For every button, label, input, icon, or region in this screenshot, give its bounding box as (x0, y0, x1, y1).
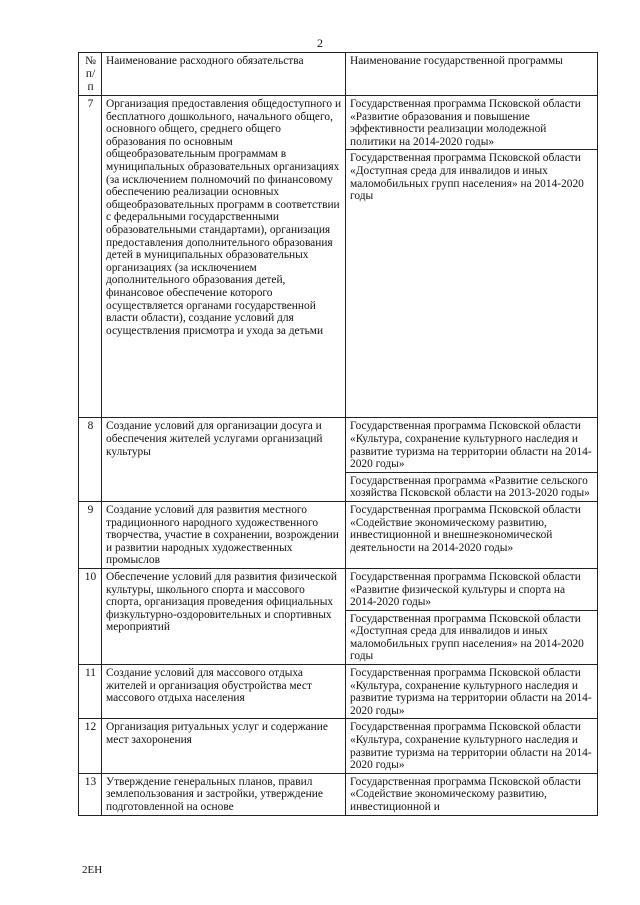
obligation-cell: Создание условий для организации досуга и обеспечения жителей услугами организаций культуры (102, 418, 346, 502)
row-number: 9 (79, 501, 102, 568)
obligation-cell: Утверждение генеральных планов, правил землепользования и застройки, утверждение подготовленной на основе (102, 773, 346, 815)
program-cell: Государственная программа Псковской области «Доступная среда для инвалидов и иных маломобильных групп населения» на 2014-2020 годы (346, 610, 598, 664)
obligation-cell: Организация ритуальных услуг и содержание мест захоронения (102, 719, 346, 773)
row-number: 10 (79, 568, 102, 664)
program-cell: Государственная программа Псковской области «Развитие физической культуры и спорта на 2014-2020 годы» (346, 568, 598, 610)
footer-code: 2ЕН (82, 864, 103, 876)
program-cell: Государственная программа Псковской области «Культура, сохранение культурного наследия и развитие туризма на территории области на 2014-2020 годы» (346, 665, 598, 719)
row-number: 11 (79, 665, 102, 719)
program-cell: Государственная программа «Развитие сельского хозяйства Псковской области на 2013-2020 годы» (346, 472, 598, 501)
table-row (79, 96, 598, 150)
header-number (79, 53, 102, 96)
header-number-line2: п/п (85, 68, 96, 93)
table-row (79, 418, 598, 472)
obligation-cell: Обеспечение условий для развития физической культуры, школьного спорта и массового спорта, организация проведения официальных физкультурно-оздоровительных и спортивных мероприятий (102, 568, 346, 664)
row-number: 13 (79, 773, 102, 815)
table-row (79, 719, 598, 773)
program-cell: Государственная программа Псковской области «Содействие экономическому развитию, инвестиционной и внешнеэкономической деятельности на 2014-2020 годы» (346, 501, 598, 568)
obligation-cell: Организация предоставления общедоступного и бесплатного дошкольного, начального общего, основного общего, среднего общего образования по основным общеобразовательным программам в муниципальных образовательных организациях (за исключением полномочий по финансовому обеспечению реализации основных общеобразовательных программ в соответствии с федеральными государственными образовательными стандартами), организация предоставления дополнительного образования детей в муниципальных образовательных организациях (за исключением дополнительного образования детей, финансовое обеспечение которого осуществляется органами государственной власти области), создание условий для осуществления присмотра и ухода за детьми (102, 96, 346, 418)
program-cell: Государственная программа Псковской области «Развитие образования и повышение эффективности реализации молодежной политики на 2014-2020 годы» (346, 96, 598, 150)
row-number: 7 (79, 96, 102, 418)
table-header-row (79, 53, 598, 96)
table-row (79, 665, 598, 719)
obligation-cell: Создание условий для развития местного традиционного народного художественного творчества, участие в сохранении, возрождении и развитии народных художественных промыслов (102, 501, 346, 568)
table-row (79, 773, 598, 815)
program-cell: Государственная программа Псковской области «Культура, сохранение культурного наследия и развитие туризма на территории области на 2014-2020 годы» (346, 418, 598, 472)
header-obligation: Наименование расходного обязательства (102, 53, 346, 96)
row-number: 12 (79, 719, 102, 773)
header-program: Наименование государственной программы (346, 53, 598, 96)
program-cell: Государственная программа Псковской области «Культура, сохранение культурного наследия и развитие туризма на территории области на 2014-2020 годы» (346, 719, 598, 773)
page-number: 2 (317, 36, 323, 50)
row-number: 8 (79, 418, 102, 502)
header-number-line1: № (85, 55, 96, 67)
program-cell: Государственная программа Псковской области «Доступная среда для инвалидов и иных маломобильных групп населения» на 2014-2020 годы (346, 150, 598, 418)
expenditure-programs-table (78, 52, 598, 816)
program-cell: Государственная программа Псковской области «Содействие экономическому развитию, инвестиционной и (346, 773, 598, 815)
table-row (79, 501, 598, 568)
table-row (79, 568, 598, 610)
obligation-cell: Создание условий для массового отдыха жителей и организация обустройства мест массового отдыха населения (102, 665, 346, 719)
